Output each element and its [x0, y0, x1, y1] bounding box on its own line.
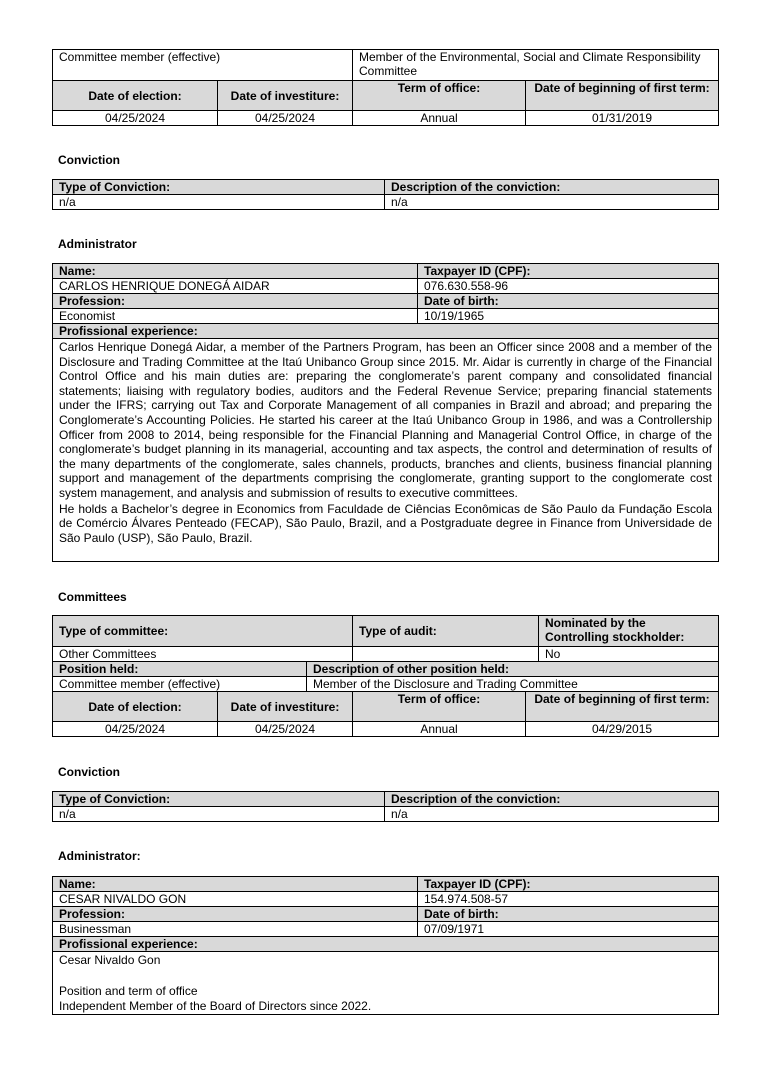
conviction-type-value: n/a — [53, 195, 385, 210]
other-position-header: Description of other position held: — [307, 662, 719, 677]
nominated-header: Nominated by the Controlling stockholder: — [539, 616, 719, 647]
audit-type-value — [353, 647, 539, 662]
experience-line-2: Position and term of office — [59, 983, 198, 998]
birth-date-header: Date of birth: — [418, 907, 719, 922]
investiture-date-value: 04/25/2024 — [218, 722, 353, 737]
cpf-value: 076.630.558-96 — [418, 279, 719, 294]
committee-table-1 — [52, 49, 718, 126]
election-date-value: 04/25/2024 — [53, 111, 218, 126]
name-value: CARLOS HENRIQUE DONEGÁ AIDAR — [53, 279, 418, 294]
experience-header: Profissional experience: — [53, 324, 719, 339]
investiture-date-header: Date of investiture: — [218, 81, 353, 111]
experience-header: Profissional experience: — [53, 937, 719, 952]
first-term-header: Date of beginning of first term: — [526, 692, 719, 722]
experience-cell — [53, 952, 719, 1015]
experience-blank-line — [53, 968, 718, 983]
conviction-description-header: Description of the conviction: — [385, 180, 719, 195]
nominated-value: No — [539, 647, 719, 662]
election-date-value: 04/25/2024 — [53, 722, 218, 737]
position-held-value: Committee member (effective) — [53, 50, 353, 81]
profession-header: Profession: — [53, 907, 418, 922]
profession-value: Economist — [53, 309, 418, 324]
term-header: Term of office: — [353, 81, 526, 111]
committees-heading: Committees — [58, 590, 127, 604]
conviction-heading: Conviction — [58, 765, 120, 779]
conviction-heading: Conviction — [58, 153, 120, 167]
committee-type-header: Type of committee: — [53, 616, 353, 647]
investiture-date-value: 04/25/2024 — [218, 111, 353, 126]
first-term-value: 04/29/2015 — [526, 722, 719, 737]
conviction-type-value: n/a — [53, 807, 385, 822]
name-header: Name: — [53, 877, 418, 892]
name-value: CESAR NIVALDO GON — [53, 892, 418, 907]
term-value: Annual — [353, 111, 526, 126]
administrator-heading: Administrator: — [58, 849, 141, 863]
election-date-header: Date of election: — [53, 81, 218, 111]
conviction-type-header: Type of Conviction: — [53, 792, 385, 807]
position-held-value: Committee member (effective) — [53, 677, 307, 692]
conviction-table-1 — [52, 179, 718, 210]
committee-type-value: Other Committees — [53, 647, 353, 662]
birth-date-header: Date of birth: — [418, 294, 719, 309]
conviction-description-value: n/a — [385, 195, 719, 210]
other-position-value: Member of the Disclosure and Trading Committee — [307, 677, 719, 692]
first-term-value: 01/31/2019 — [526, 111, 719, 126]
position-description-value: Member of the Environmental, Social and Climate Responsibility Committee — [353, 50, 719, 81]
election-date-header: Date of election: — [53, 692, 218, 722]
experience-line-1: Cesar Nivaldo Gon — [59, 953, 161, 967]
birth-date-value: 10/19/1965 — [418, 309, 719, 324]
experience-paragraph-2: He holds a Bachelor’s degree in Economics from Faculdade de Ciências Econômicas de São Paulo da Fundação Escola de Comércio Álvares Penteado (FECAP), São Paulo, Brazil, and a Postgraduate degree in Finance from Universidade de São Paulo (USP), São Paulo, Brazil. — [59, 501, 712, 545]
experience-cell — [53, 339, 719, 562]
cpf-header: Taxpayer ID (CPF): — [418, 877, 719, 892]
position-held-header: Position held: — [53, 662, 307, 677]
profession-header: Profession: — [53, 294, 418, 309]
term-header: Term of office: — [353, 692, 526, 722]
name-header: Name: — [53, 264, 418, 279]
conviction-table-2 — [52, 791, 718, 822]
term-value: Annual — [353, 722, 526, 737]
conviction-type-header: Type of Conviction: — [53, 180, 385, 195]
first-term-header: Date of beginning of first term: — [526, 81, 719, 111]
cpf-value: 154.974.508-57 — [418, 892, 719, 907]
committees-table — [52, 615, 718, 737]
audit-type-header: Type of audit: — [353, 616, 539, 647]
conviction-description-header: Description of the conviction: — [385, 792, 719, 807]
administrator-table-1 — [52, 263, 718, 562]
experience-paragraph-1: Carlos Henrique Donegá Aidar, a member of the Partners Program, has been an Officer since 2008 and a member of the Disclosure and Trading Committee at the Itaú Unibanco Group since 2015. Mr. Aidar is currently in charge of the Financial Control Office and his main duties are: preparing the conglomerate’s parent company and consolidated financial statements; liaising with regulatory bodies, auditors and the Federal Revenue Service; preparing financial statements under the IFRS; carrying out Tax and Corporate Management of all companies in Brazil and abroad; and preparing the Conglomerate’s Accounting Policies. He started his career at the Itaú Unibanco Group in 1986, and was a Controllership Officer from 2008 to 2014, being responsible for the Financial Planning and Managerial Control Office, in charge of the conglomerate’s budget planning in its managerial, accounting and tax aspects, the control and determination of results of the many departments of the conglomerate, sales channels, products, branches and clients, business financial planning support and management of the departments comprising the conglomerate, granting support to the conglomerate cost system management, and analysis and submission of results to executive committees. — [59, 340, 712, 500]
cpf-header: Taxpayer ID (CPF): — [418, 264, 719, 279]
investiture-date-header: Date of investiture: — [218, 692, 353, 722]
experience-line-3: Independent Member of the Board of Directors since 2022. — [59, 999, 372, 1014]
administrator-table-2 — [52, 876, 718, 1015]
administrator-heading: Administrator — [58, 237, 137, 251]
birth-date-value: 07/09/1971 — [418, 922, 719, 937]
profession-value: Businessman — [53, 922, 418, 937]
conviction-description-value: n/a — [385, 807, 719, 822]
